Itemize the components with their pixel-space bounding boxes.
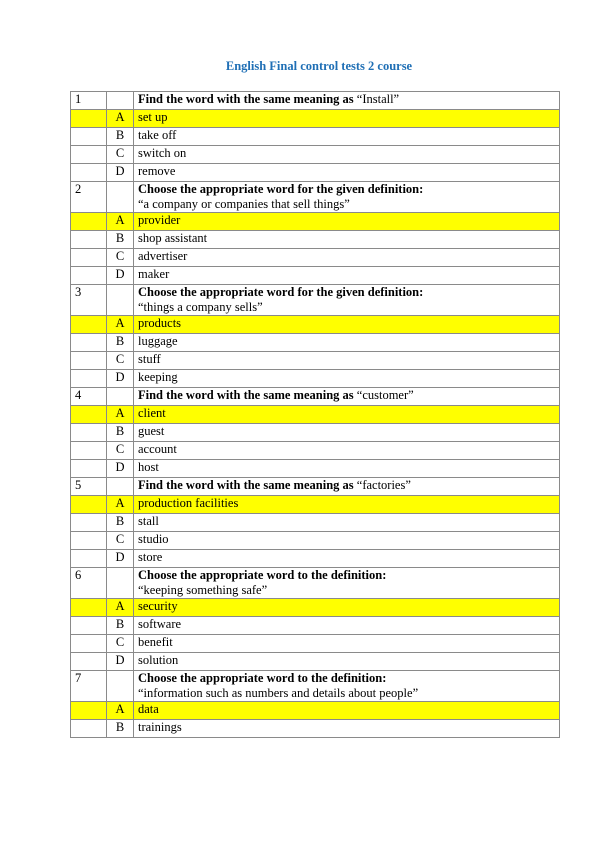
option-text: shop assistant — [134, 231, 560, 249]
option-letter: D — [107, 653, 134, 671]
question-definition: “things a company sells” — [138, 300, 263, 314]
option-number-cell — [71, 406, 107, 424]
option-row — [71, 653, 560, 671]
option-number-cell — [71, 653, 107, 671]
question-letter-cell — [107, 568, 134, 599]
option-text: production facilities — [134, 496, 560, 514]
option-text: take off — [134, 128, 560, 146]
option-number-cell — [71, 267, 107, 285]
option-row — [71, 424, 560, 442]
option-row — [71, 617, 560, 635]
question-row — [71, 182, 560, 213]
quiz-body — [71, 92, 560, 738]
option-row — [71, 267, 560, 285]
option-letter: D — [107, 370, 134, 388]
question-text-cell — [134, 671, 560, 702]
option-row — [71, 720, 560, 738]
question-text-cell — [134, 92, 560, 110]
question-row — [71, 92, 560, 110]
question-number: 7 — [71, 671, 107, 702]
question-quote: “customer” — [356, 388, 414, 402]
option-letter: B — [107, 231, 134, 249]
option-row — [71, 460, 560, 478]
option-text: stuff — [134, 352, 560, 370]
option-letter: A — [107, 496, 134, 514]
option-row — [71, 334, 560, 352]
question-text: Choose the appropriate word for the given definition: — [138, 182, 424, 196]
option-row — [71, 514, 560, 532]
question-number: 6 — [71, 568, 107, 599]
question-quote: “factories” — [356, 478, 411, 492]
question-text: Choose the appropriate word to the definition: — [138, 671, 387, 685]
question-row — [71, 478, 560, 496]
option-text: data — [134, 702, 560, 720]
option-row — [71, 316, 560, 334]
option-text: studio — [134, 532, 560, 550]
option-number-cell — [71, 635, 107, 653]
option-number-cell — [71, 164, 107, 182]
question-number: 1 — [71, 92, 107, 110]
option-letter: B — [107, 514, 134, 532]
question-number: 2 — [71, 182, 107, 213]
question-definition: “keeping something safe” — [138, 583, 268, 597]
option-number-cell — [71, 249, 107, 267]
option-text: client — [134, 406, 560, 424]
option-number-cell — [71, 532, 107, 550]
option-letter: A — [107, 110, 134, 128]
option-letter: A — [107, 599, 134, 617]
option-text: provider — [134, 213, 560, 231]
option-row — [71, 370, 560, 388]
option-text: store — [134, 550, 560, 568]
option-row — [71, 550, 560, 568]
option-row — [71, 442, 560, 460]
question-text-cell — [134, 568, 560, 599]
option-letter: C — [107, 146, 134, 164]
option-text: remove — [134, 164, 560, 182]
question-letter-cell — [107, 671, 134, 702]
question-number: 4 — [71, 388, 107, 406]
option-text: benefit — [134, 635, 560, 653]
option-number-cell — [71, 128, 107, 146]
question-text: Find the word with the same meaning as — [138, 388, 354, 402]
question-text-cell — [134, 182, 560, 213]
option-text: stall — [134, 514, 560, 532]
quiz-table — [70, 91, 560, 738]
option-letter: C — [107, 635, 134, 653]
question-text-cell — [134, 478, 560, 496]
question-text: Choose the appropriate word for the given definition: — [138, 285, 424, 299]
question-row — [71, 285, 560, 316]
option-row — [71, 231, 560, 249]
option-letter: C — [107, 442, 134, 460]
question-quote: “Install” — [356, 92, 400, 106]
option-text: software — [134, 617, 560, 635]
option-number-cell — [71, 352, 107, 370]
question-letter-cell — [107, 388, 134, 406]
option-text: solution — [134, 653, 560, 671]
option-letter: B — [107, 424, 134, 442]
option-letter: C — [107, 352, 134, 370]
question-definition: “information such as numbers and details about people” — [138, 686, 419, 700]
option-number-cell — [71, 231, 107, 249]
option-number-cell — [71, 442, 107, 460]
option-text: security — [134, 599, 560, 617]
option-number-cell — [71, 370, 107, 388]
option-row — [71, 599, 560, 617]
option-number-cell — [71, 599, 107, 617]
option-text: switch on — [134, 146, 560, 164]
option-row — [71, 496, 560, 514]
option-letter: A — [107, 406, 134, 424]
option-number-cell — [71, 514, 107, 532]
option-number-cell — [71, 550, 107, 568]
option-letter: D — [107, 164, 134, 182]
option-row — [71, 702, 560, 720]
question-letter-cell — [107, 182, 134, 213]
question-letter-cell — [107, 92, 134, 110]
question-row — [71, 671, 560, 702]
option-text: luggage — [134, 334, 560, 352]
question-text-cell — [134, 388, 560, 406]
option-text: host — [134, 460, 560, 478]
option-row — [71, 213, 560, 231]
option-number-cell — [71, 720, 107, 738]
option-number-cell — [71, 146, 107, 164]
option-text: guest — [134, 424, 560, 442]
option-letter: D — [107, 267, 134, 285]
question-text: Find the word with the same meaning as — [138, 92, 354, 106]
page-title: English Final control tests 2 course — [225, 59, 413, 73]
option-text: advertiser — [134, 249, 560, 267]
option-row — [71, 635, 560, 653]
option-text: account — [134, 442, 560, 460]
option-text: products — [134, 316, 560, 334]
option-number-cell — [71, 496, 107, 514]
option-letter: C — [107, 532, 134, 550]
question-letter-cell — [107, 478, 134, 496]
question-row — [71, 568, 560, 599]
option-number-cell — [71, 424, 107, 442]
question-number: 5 — [71, 478, 107, 496]
option-letter: A — [107, 213, 134, 231]
option-row — [71, 532, 560, 550]
option-number-cell — [71, 617, 107, 635]
option-number-cell — [71, 213, 107, 231]
option-text: trainings — [134, 720, 560, 738]
option-letter: B — [107, 617, 134, 635]
option-row — [71, 164, 560, 182]
option-row — [71, 406, 560, 424]
option-letter: B — [107, 720, 134, 738]
question-row — [71, 388, 560, 406]
option-row — [71, 128, 560, 146]
option-number-cell — [71, 110, 107, 128]
question-number: 3 — [71, 285, 107, 316]
option-text: set up — [134, 110, 560, 128]
question-text-cell — [134, 285, 560, 316]
option-text: keeping — [134, 370, 560, 388]
option-letter: D — [107, 550, 134, 568]
option-letter: B — [107, 334, 134, 352]
option-row — [71, 110, 560, 128]
option-number-cell — [71, 460, 107, 478]
option-number-cell — [71, 316, 107, 334]
option-row — [71, 249, 560, 267]
question-text: Find the word with the same meaning as — [138, 478, 354, 492]
option-letter: A — [107, 316, 134, 334]
option-number-cell — [71, 334, 107, 352]
option-row — [71, 146, 560, 164]
option-letter: A — [107, 702, 134, 720]
option-row — [71, 352, 560, 370]
question-text: Choose the appropriate word to the definition: — [138, 568, 387, 582]
option-letter: B — [107, 128, 134, 146]
option-letter: C — [107, 249, 134, 267]
option-letter: D — [107, 460, 134, 478]
option-text: maker — [134, 267, 560, 285]
option-number-cell — [71, 702, 107, 720]
question-definition: “a company or companies that sell things” — [138, 197, 350, 211]
question-letter-cell — [107, 285, 134, 316]
